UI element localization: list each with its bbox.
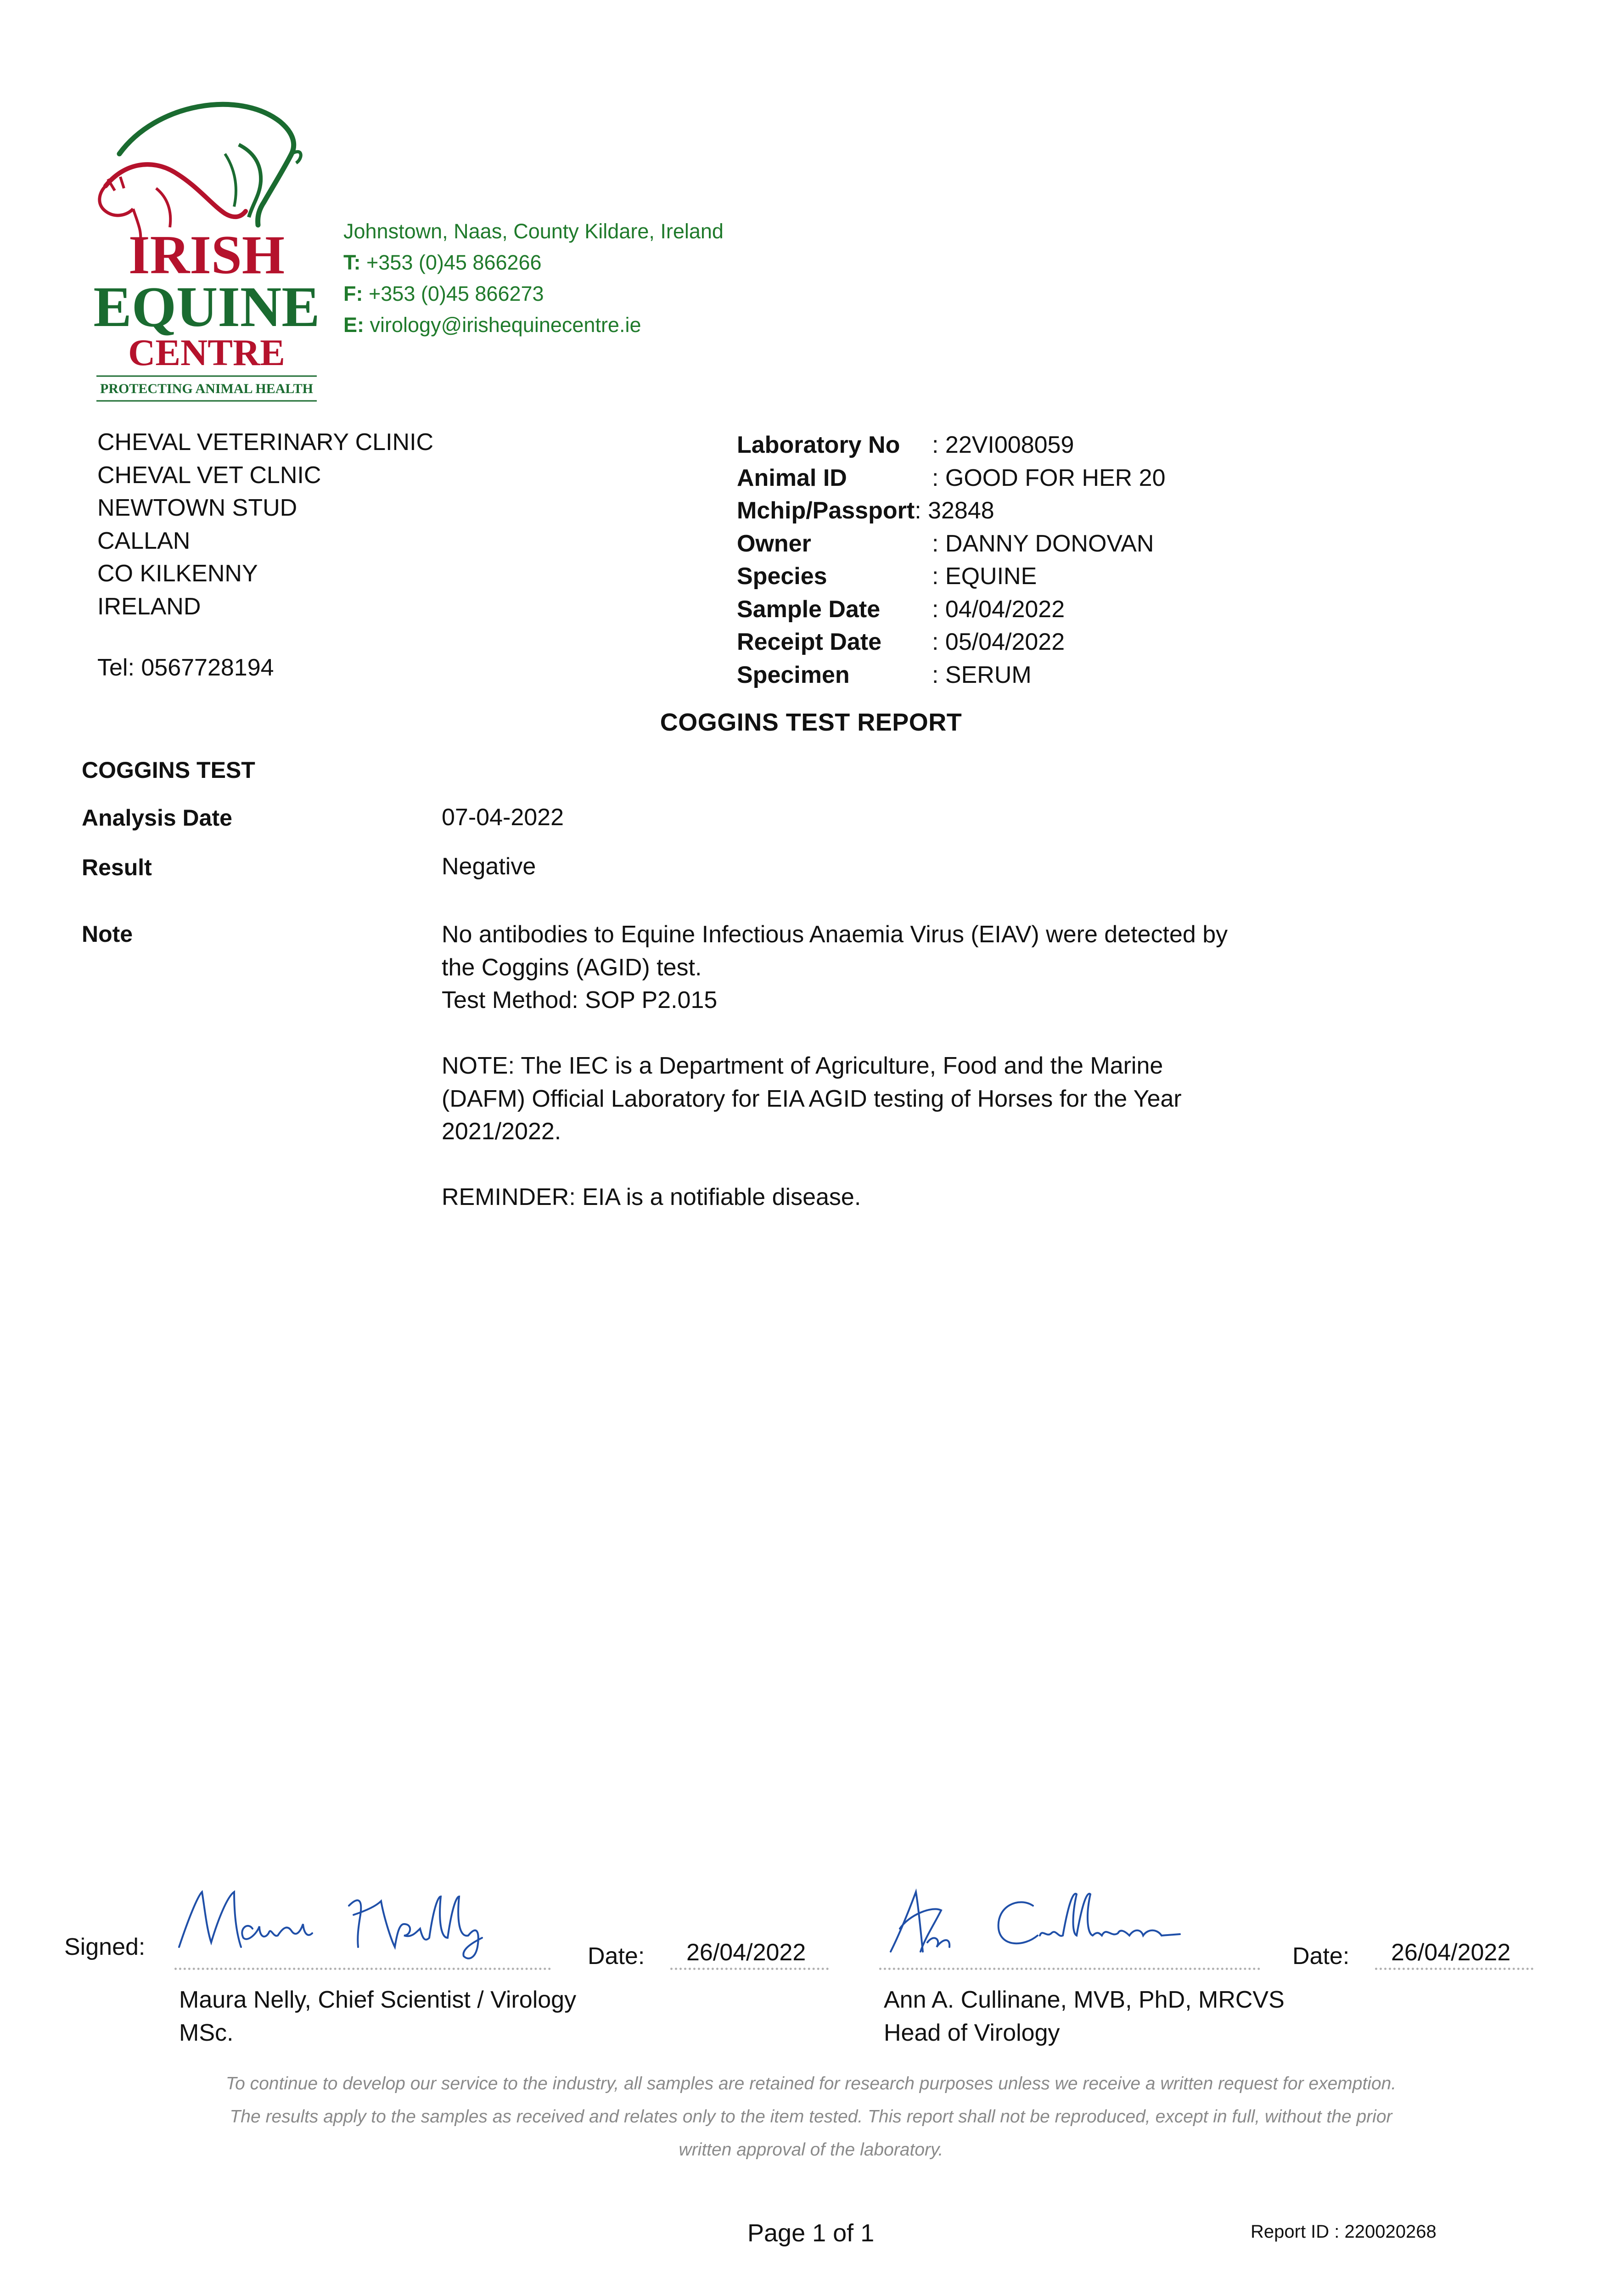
passport-label: Mchip/Passport: [737, 497, 915, 524]
date-line-1: [670, 1968, 829, 1970]
lab-no-label: Laboratory No: [737, 432, 900, 458]
analysis-date-label: Analysis Date: [82, 805, 232, 831]
client-address-line: IRELAND: [97, 593, 201, 620]
irish-equine-centre-logo: [87, 94, 326, 406]
lab-no-row: [737, 429, 1074, 462]
signed-label: Signed:: [64, 1934, 146, 1960]
client-address-line: CALLAN: [97, 527, 191, 554]
passport-value: : 32848: [915, 497, 994, 524]
test-name: COGGINS TEST: [82, 757, 255, 783]
signature-maura-nelly: [174, 1878, 551, 1961]
signature-line-1: [174, 1968, 551, 1970]
client-address-line: NEWTOWN STUD: [97, 495, 297, 521]
specimen-value: : SERUM: [932, 661, 1032, 688]
species-value: : EQUINE: [932, 563, 1037, 590]
signer-1: [179, 1984, 576, 2049]
report-title: COGGINS TEST REPORT: [660, 709, 962, 736]
species-row: [737, 560, 1037, 593]
client-address-line: CHEVAL VET CLNIC: [97, 461, 321, 489]
disclaimer-line-3: written approval of the laboratory.: [679, 2140, 943, 2160]
lab-no-value: : 22VI008059: [932, 432, 1074, 458]
fax-value: +353 (0)45 866273: [363, 282, 544, 305]
signer-1-name: Maura Nelly, Chief Scientist / Virology: [179, 1986, 577, 2013]
receipt-date-label: Receipt Date: [737, 629, 881, 655]
analysis-date-value: 07-04-2022: [442, 804, 564, 831]
client-address-line: CHEVAL VETERINARY CLINIC: [97, 429, 434, 456]
logo-tagline: PROTECTING ANIMAL HEALTH: [100, 381, 313, 396]
specimen-row: [737, 659, 1032, 692]
animal-id-row: [737, 462, 1166, 495]
animal-id-value: : GOOD FOR HER 20: [932, 464, 1166, 491]
client-address-line: CO KILKENNY: [97, 560, 258, 587]
logo-line3: CENTRE: [128, 332, 285, 373]
lab-email: [343, 310, 724, 341]
result-label: Result: [82, 855, 152, 880]
owner-label: Owner: [737, 530, 811, 557]
owner-value: : DANNY DONOVAN: [932, 530, 1154, 557]
signature-ann-cullinane: [881, 1878, 1258, 1961]
animal-id-label: Animal ID: [737, 464, 847, 491]
disclaimer-line-1: To continue to develop our service to the industry, all samples are retained for research purposes unless we receive a written request for exemption.: [225, 2074, 1397, 2093]
date-label-2: Date:: [1292, 1943, 1350, 1970]
note-label: Note: [82, 921, 133, 947]
owner-row: [737, 528, 1154, 561]
sample-details: [737, 429, 1166, 692]
date-line-2: [1375, 1968, 1533, 1970]
page-number: Page 1 of 1: [747, 2219, 875, 2247]
result-value: Negative: [442, 853, 536, 880]
email-label: E:: [343, 313, 364, 337]
lab-fax: [343, 278, 724, 310]
signer-2-name: Ann A. Cullinane, MVB, PhD, MRCVS: [884, 1986, 1285, 2013]
lab-address: Johnstown, Naas, County Kildare, Ireland: [343, 219, 724, 243]
client-address: [97, 426, 433, 623]
logo-line1: IRISH: [128, 224, 285, 285]
signer-2: [884, 1984, 1285, 2049]
logo-line2: EQUINE: [93, 276, 320, 339]
email-value: virology@irishequinecentre.ie: [364, 313, 641, 337]
species-label: Species: [737, 563, 827, 590]
receipt-date-row: [737, 626, 1065, 659]
disclaimer-line-2: The results apply to the samples as received and relates only to the item tested. This report shall not be reproduced, except in full, without the prior: [230, 2107, 1392, 2127]
lab-contact-block: [343, 216, 724, 341]
fax-label: F:: [343, 282, 363, 305]
signature-line-2: [879, 1968, 1260, 1970]
client-tel: Tel: 0567728194: [97, 654, 274, 681]
date-value-1: 26/04/2022: [686, 1939, 806, 1966]
signer-2-title: Head of Virology: [884, 2019, 1060, 2046]
horse-logo-icon: [87, 94, 326, 406]
phone-label: T:: [343, 251, 361, 274]
signer-1-qualification: MSc.: [179, 2019, 234, 2046]
phone-value: +353 (0)45 866266: [360, 251, 542, 274]
sample-date-row: [737, 593, 1065, 626]
specimen-label: Specimen: [737, 661, 850, 688]
handwritten-signature-icon: [174, 1878, 551, 1961]
note-text: No antibodies to Equine Infectious Anaemia Virus (EIAV) were detected by the Coggins (AGID) test. Test Method: SOP P2.015 NOTE: The IEC is a Department of Agriculture, Food and the Marine (DAFM) Official Laboratory for EIA AGID testing of Horses for the Year 2021/2022. REMINDER: EIA is a notifiable disease.: [442, 921, 1228, 1210]
sample-date-value: : 04/04/2022: [932, 596, 1065, 623]
report-id: Report ID : 220020268: [1251, 2222, 1437, 2242]
lab-phone: [343, 247, 724, 278]
date-label-1: Date:: [588, 1943, 645, 1970]
handwritten-signature-icon: [881, 1878, 1258, 1961]
receipt-date-value: : 05/04/2022: [932, 629, 1065, 655]
sample-date-label: Sample Date: [737, 596, 881, 623]
passport-row: [737, 495, 994, 528]
date-value-2: 26/04/2022: [1391, 1939, 1511, 1966]
